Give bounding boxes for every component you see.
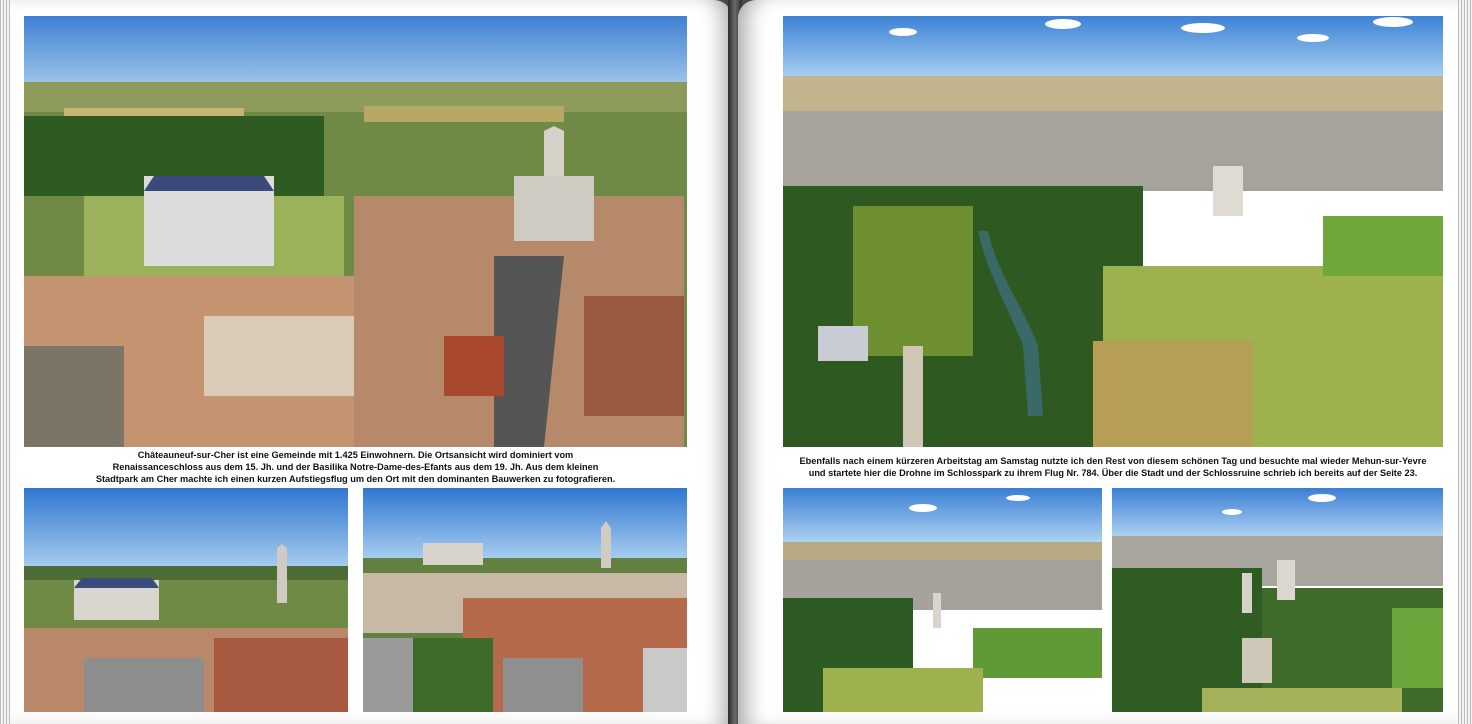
photo-mehun-ruin[interactable] (1112, 488, 1443, 712)
left-caption (24, 449, 687, 485)
right-caption-line-2: und startete hier die Drohne im Schlosspark zu ihrem Flug Nr. 784. Über die Stadt und der Schlossruine schrieb ich bereits auf der Seite 23. (808, 468, 1418, 478)
photo-chateau-view[interactable] (24, 488, 348, 712)
main-photo-mehun[interactable] (783, 16, 1443, 447)
right-book-edge (1458, 0, 1472, 724)
left-caption-line-1: Châteauneuf-sur-Cher ist eine Gemeinde mit 1.425 Einwohnern. Die Ortsansicht wird dominiert vom (137, 450, 574, 460)
photo-basilica-view[interactable] (363, 488, 687, 712)
main-photo-chateauneuf[interactable] (24, 16, 687, 447)
left-caption-line-2: Renaissanceschloss aus dem 15. Jh. und der Basilika Notre-Dame-des-Efants aus dem 19. Jh. Aus dem kleinen (112, 462, 599, 472)
photo-mehun-town[interactable] (783, 488, 1102, 712)
right-caption-line-1: Ebenfalls nach einem kürzeren Arbeitstag am Samstag nutzte ich den Rest von diesem schönen Tag und besuchte mal wieder Mehun-sur-Yevre (799, 456, 1427, 466)
left-page (10, 0, 732, 724)
right-caption (783, 455, 1443, 479)
right-page (738, 0, 1458, 724)
left-caption-line-3: Stadtpark am Cher machte ich einen kurzen Aufstiegsflug um den Ort mit den dominanten Bauwerken zu fotografieren. (95, 474, 616, 484)
